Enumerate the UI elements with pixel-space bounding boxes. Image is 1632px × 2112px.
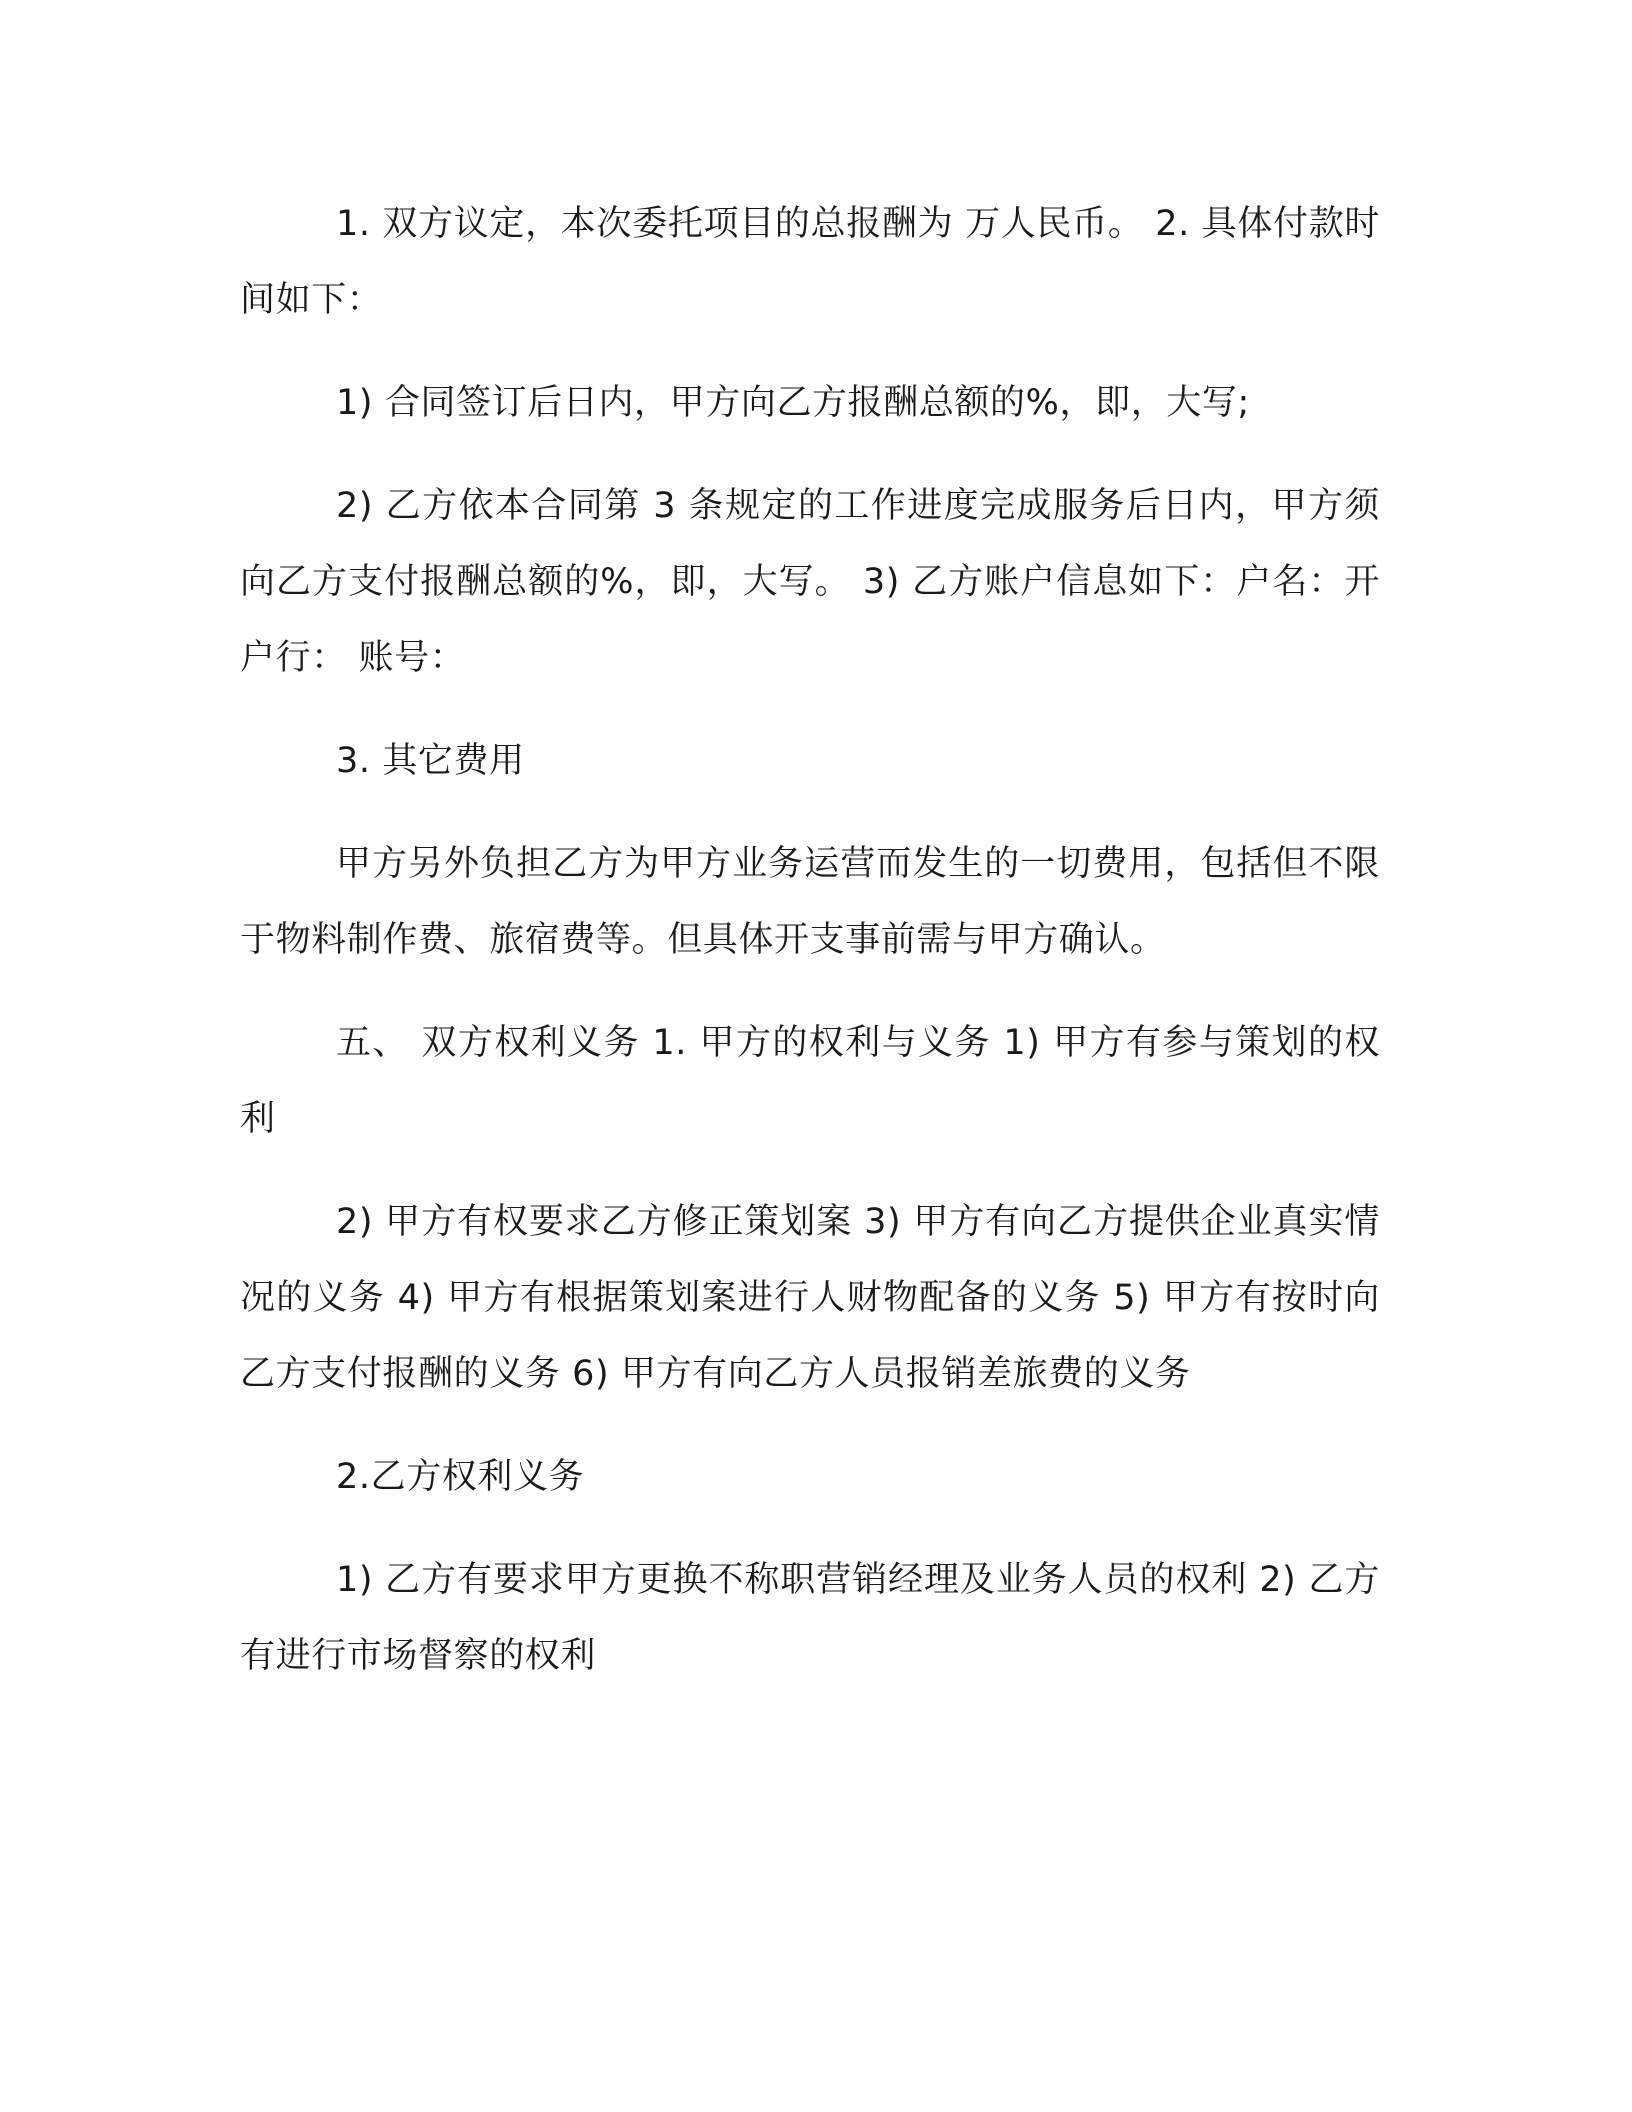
paragraph-other-fees: 甲方另外负担乙方为甲方业务运营而发生的一切费用，包括但不限于物料制作费、旅宿费等。但具体开支事前需与甲方确认。 xyxy=(240,844,1380,960)
paragraph-rights-obligations-party-a: 五、 双方权利义务 1. 甲方的权利与义务 1) 甲方有参与策划的权利 xyxy=(240,1023,1380,1139)
section-heading-other-fees: 3. 其它费用 xyxy=(336,741,525,781)
paragraph-party-a-duties: 2) 甲方有权要求乙方修正策划案 3) 甲方有向乙方提供企业真实情况的义务 4) 甲方有根据策划案进行人财物配备的义务 5) 甲方有按时向乙方支付报酬的义务 6) 甲方有向乙方人员报销差旅费的义务 xyxy=(240,1202,1380,1394)
document-body xyxy=(240,186,1380,1721)
paragraph-payment-total: 1. 双方议定，本次委托项目的总报酬为 万人民币。 2. 具体付款时间如下： xyxy=(240,204,1380,320)
paragraph-party-b-rights: 1) 乙方有要求甲方更换不称职营销经理及业务人员的权利 2) 乙方有进行市场督察的权利 xyxy=(240,1560,1380,1676)
section-heading-party-b: 2.乙方权利义务 xyxy=(336,1457,585,1497)
paragraph-first-payment: 1) 合同签订后日内，甲方向乙方报酬总额的%，即，大写; xyxy=(336,383,1250,423)
paragraph-second-payment: 2) 乙方依本合同第 3 条规定的工作进度完成服务后日内，甲方须向乙方支付报酬总额的%，即，大写。 3) 乙方账户信息如下：户名：开户行： 账号： xyxy=(240,486,1380,678)
